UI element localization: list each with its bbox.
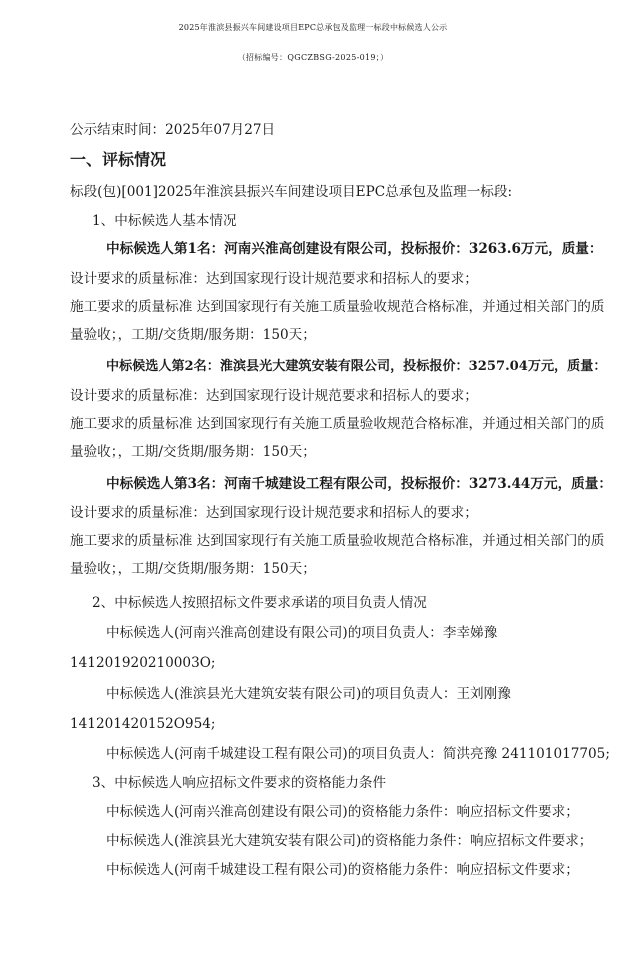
candidate-1-line-3: 施工要求的质量标准 达到国家现行有关施工质量验收规范合格标准，并通过相关部门的质 — [70, 299, 605, 315]
subsection-heading-qualification: 3、中标候选人响应招标文件要求的资格能力条件 — [92, 775, 387, 791]
project-manager-2-line-2: 141201420152O954; — [70, 716, 216, 732]
qualification-1: 中标候选人(河南兴淮高创建设有限公司)的资格能力条件：响应招标文件要求； — [106, 804, 579, 820]
candidate-3-line-2: 设计要求的质量标准：达到国家现行设计规范要求和招标人的要求； — [70, 505, 478, 521]
qualification-3: 中标候选人(河南千城建设工程有限公司)的资格能力条件：响应招标文件要求； — [106, 862, 579, 878]
candidate-3-line-4: 量验收；，工期/交货期/服务期：150天； — [70, 561, 316, 577]
candidate-2-line-4: 量验收；，工期/交货期/服务期：150天； — [70, 444, 316, 460]
candidate-1-line-4: 量验收；，工期/交货期/服务期：150天； — [70, 327, 316, 343]
tender-number: （招标编号：QGCZBSG-2025-019；） — [237, 53, 389, 62]
candidate-2-line-3: 施工要求的质量标准 达到国家现行有关施工质量验收规范合格标准，并通过相关部门的质 — [70, 416, 605, 432]
project-manager-1-line-1: 中标候选人(河南兴淮高创建设有限公司)的项目负责人：李幸娣豫 — [106, 625, 498, 641]
candidate-1-line-1: 中标候选人第1名：河南兴淮高创建设有限公司，投标报价：3263.6万元，质量： — [106, 241, 603, 257]
project-manager-1-line-2: 141201920210003O; — [70, 655, 216, 671]
section-heading-evaluation: 一、评标情况 — [70, 150, 167, 169]
project-manager-2-line-1: 中标候选人(淮滨县光大建筑安装有限公司)的项目负责人：王刘刚豫 — [106, 686, 511, 702]
announcement-end-time: 公示结束时间：2025年07月27日 — [70, 122, 276, 138]
subsection-heading-project-manager: 2、中标候选人按照招标文件要求承诺的项目负责人情况 — [92, 595, 427, 611]
project-manager-3: 中标候选人(河南千城建设工程有限公司)的项目负责人：简洪亮豫 241101017705; — [106, 746, 610, 762]
qualification-2: 中标候选人(淮滨县光大建筑安装有限公司)的资格能力条件：响应招标文件要求； — [106, 833, 593, 849]
candidate-1-line-2: 设计要求的质量标准：达到国家现行设计规范要求和招标人的要求； — [70, 271, 478, 287]
candidate-3-line-3: 施工要求的质量标准 达到国家现行有关施工质量验收规范合格标准，并通过相关部门的质 — [70, 533, 605, 549]
candidate-3-line-1: 中标候选人第3名：河南千城建设工程有限公司，投标报价：3273.44万元，质量： — [106, 476, 612, 492]
document-title: 2025年淮滨县振兴车间建设项目EPC总承包及监理一标段中标候选人公示 — [178, 23, 448, 32]
candidate-2-line-2: 设计要求的质量标准：达到国家现行设计规范要求和招标人的要求； — [70, 388, 478, 404]
subsection-heading-basic-info: 1、中标候选人基本情况 — [92, 213, 237, 229]
lot-description: 标段(包)[001]2025年淮滨县振兴车间建设项目EPC总承包及监理一标段: — [70, 184, 513, 200]
candidate-2-line-1: 中标候选人第2名：淮滨县光大建筑安装有限公司，投标报价：3257.04万元，质量： — [106, 359, 607, 374]
